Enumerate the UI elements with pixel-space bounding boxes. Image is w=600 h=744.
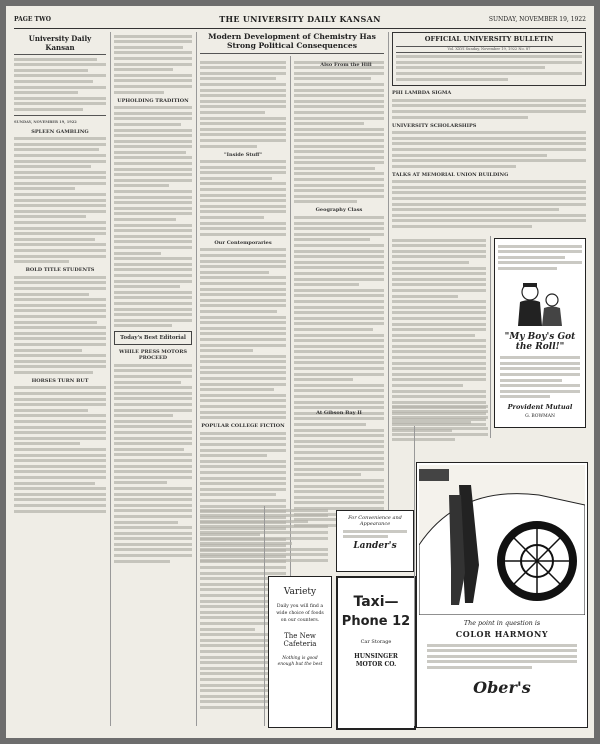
col4-heading-2: Geography Class (315, 207, 363, 214)
feature-article (200, 32, 384, 56)
feature-title: Modern Development of Chemistry Has Strong Political Consequences (208, 32, 376, 50)
convenience-title: For Convenience and Appearance (348, 515, 402, 527)
header-rule (14, 28, 586, 29)
taxi-owner: HUNSINGER MOTOR CO. (354, 653, 398, 668)
car-wheel-illustration-icon (419, 465, 585, 615)
provident-headline: "My Boy's Got the Roll!" (504, 331, 576, 352)
second-column (114, 32, 192, 565)
official-bulletin (392, 32, 586, 231)
page-header (14, 14, 586, 26)
col2-heading-2: Today's Best Editorial (120, 335, 186, 342)
bulletin-title: OFFICIAL UNIVERSITY BULLETIN (424, 35, 554, 43)
bulletin-sub: Vol. XXVI Sunday, November 19, 1922 No. 87 (396, 46, 582, 53)
bulletin-item-3: TALKS AT MEMORIAL UNION BUILDING (392, 171, 509, 178)
fourth-column (294, 58, 384, 529)
convenience-brand: Lander's (353, 541, 397, 552)
masthead-title: University Daily Kansan (28, 34, 92, 52)
taxi-ad (336, 576, 416, 730)
header-date: SUNDAY, NOVEMBER 19, 1922 (488, 16, 586, 23)
variety-name: The New Cafeteria (283, 632, 317, 648)
variety-tagline: Nothing is good enough but the best (277, 656, 323, 667)
father-son-illustration-icon (510, 278, 570, 328)
variety-text: Daily you will find a wide choice of foods on our counters. (276, 604, 324, 623)
left-column (14, 32, 106, 515)
editorial-heading-1: SPLEEN GAMBLING (31, 128, 89, 135)
right-middle-text (392, 402, 488, 444)
taxi-title: Taxi— (353, 594, 399, 610)
obers-line2: COLOR HARMONY (455, 629, 549, 639)
variety-ad (268, 576, 332, 728)
feature-subhead-2: Our Contemporaries (214, 239, 272, 246)
bulletin-item-1: PHI LAMBDA SIGMA (392, 90, 452, 97)
col4-heading-1: Also From the Hill (320, 62, 372, 68)
page-label: PAGE TWO (14, 16, 51, 23)
obers-brand: Ober's (473, 677, 531, 697)
provident-ad (494, 238, 586, 428)
newspaper-page (6, 6, 594, 738)
col2-heading-1: UPHOLDING TRADITION (117, 97, 189, 104)
editorial-heading-3: HORSES TURN BUT (31, 377, 89, 384)
feature-subhead-3: POPULAR COLLEGE FICTION (201, 423, 285, 430)
col4-heading-3: At Gibson Bay II (316, 410, 362, 416)
obers-ad (416, 462, 588, 728)
provident-agent: G. BOWMAN (525, 413, 555, 419)
variety-title: Variety (283, 587, 317, 597)
col2-heading-3: WHILE PRESS MOTORS PROCEED (118, 349, 188, 362)
convenience-ad (336, 510, 414, 572)
editorial-heading-2: BOLD TITLE STUDENTS (25, 267, 95, 274)
left-date-line: SUNDAY, NOVEMBER 19, 1922 (14, 119, 77, 124)
paper-name: THE UNIVERSITY DAILY KANSAN (219, 14, 381, 24)
taxi-sub: Car Storage (360, 639, 392, 645)
obers-line1: The point in question is (463, 619, 541, 627)
provident-company: Provident Mutual (507, 402, 573, 411)
bulletin-item-2: UNIVERSITY SCHOLARSHIPS (392, 122, 477, 129)
taxi-phone: Phone 12 (341, 614, 411, 629)
feature-subhead-1: "Inside Stuff" (224, 151, 262, 158)
